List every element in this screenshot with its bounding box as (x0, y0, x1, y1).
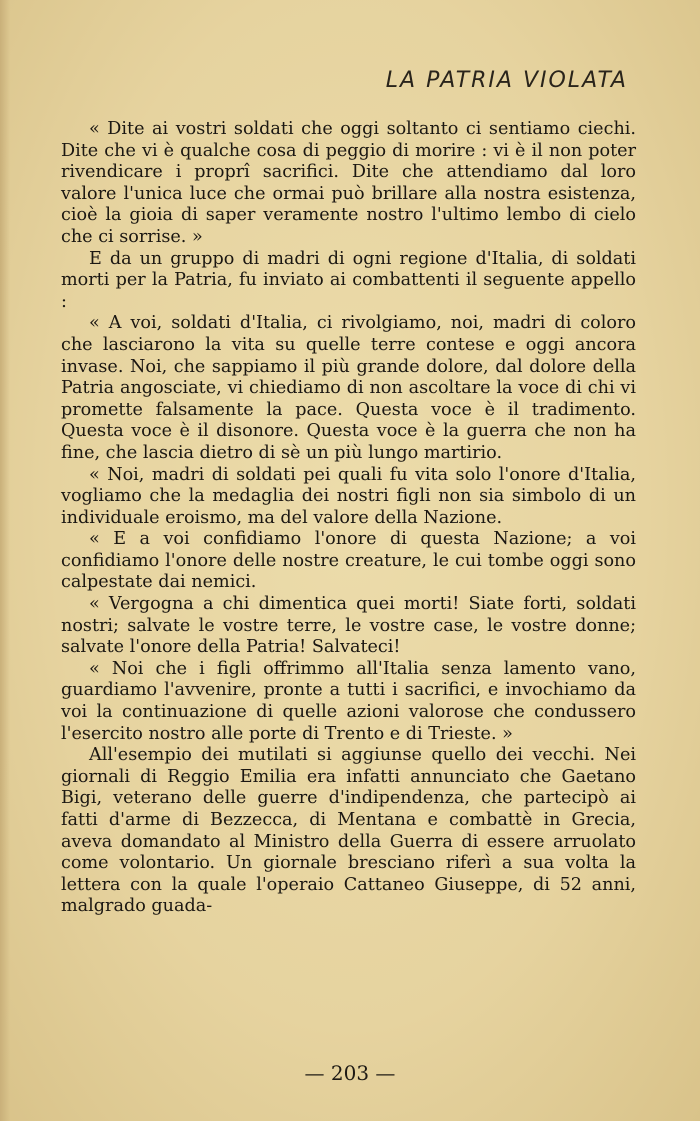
paragraph: « Noi che i figli offrimmo all'Italia senza lamento vano, guardiamo l'avvenire, pronte a tutti i sacrifici, e invochiamo da voi la continuazione di quelle azioni valorose che condussero l'esercito nostro alle porte di Trento e di Trieste. » (61, 658, 636, 744)
paragraph: « A voi, soldati d'Italia, ci rivolgiamo, noi, madri di coloro che lasciarono la vita su quelle terre contese e oggi ancora invase. Noi, che sappiamo il più grande dolore, dal dolore della Patria angosciate, vi chiediamo di non ascoltare la voce di chi vi promette falsamente la pace. Questa voce è il tradimento. Questa voce è il disonore. Questa voce è la guerra che non ha fine, che lascia dietro di sè un più lungo martirio. (61, 313, 636, 463)
paragraph: « Dite ai vostri soldati che oggi soltanto ci sentiamo ciechi. Dite che vi è qualche cosa di peggio di morire : vi è il non poter rivendicare i proprî sacrifici. Dite che attendiamo dal loro valore l'unica luce che ormai può brillare alla nostra esistenza, cioè la gioia di saper veramente nostro l'ultimo lembo di cielo che ci sorrise. » (61, 119, 636, 247)
page-number: — 203 — (304, 1061, 396, 1085)
body-text (61, 119, 636, 918)
running-head: LA PATRIA VIOLATA (385, 68, 628, 93)
paragraph: « E a voi confidiamo l'onore di questa Nazione; a voi confidiamo l'onore delle nostre creature, le cui tombe oggi sono calpestate dai nemici. (61, 529, 636, 593)
paragraph: E da un gruppo di madri di ogni regione d'Italia, di soldati morti per la Patria, fu inviato ai combattenti il seguente appello : (61, 248, 636, 312)
paragraph: « Vergogna a chi dimentica quei morti! Siate forti, soldati nostri; salvate le vostre terre, le vostre case, le vostre donne; salvate l'onore della Patria! Salvateci! (61, 594, 636, 658)
paragraph: « Noi, madri di soldati pei quali fu vita solo l'onore d'Italia, vogliamo che la medaglia dei nostri figli non sia simbolo di un individuale eroismo, ma del valore della Nazione. (61, 464, 636, 528)
paragraph: All'esempio dei mutilati si aggiunse quello dei vecchi. Nei giornali di Reggio Emilia era infatti annunciato che Gaetano Bigi, veterano delle guerre d'indipendenza, che partecipò ai fatti d'arme di Bezzecca, di Mentana e combattè in Grecia, aveva domandato al Ministro della Guerra di essere arruolato come volontario. Un giornale bresciano riferì a sua volta la lettera con la quale l'operaio Cattaneo Giuseppe, di 52 anni, malgrado guada- (61, 745, 636, 917)
page-edge-shadow (0, 0, 10, 1121)
